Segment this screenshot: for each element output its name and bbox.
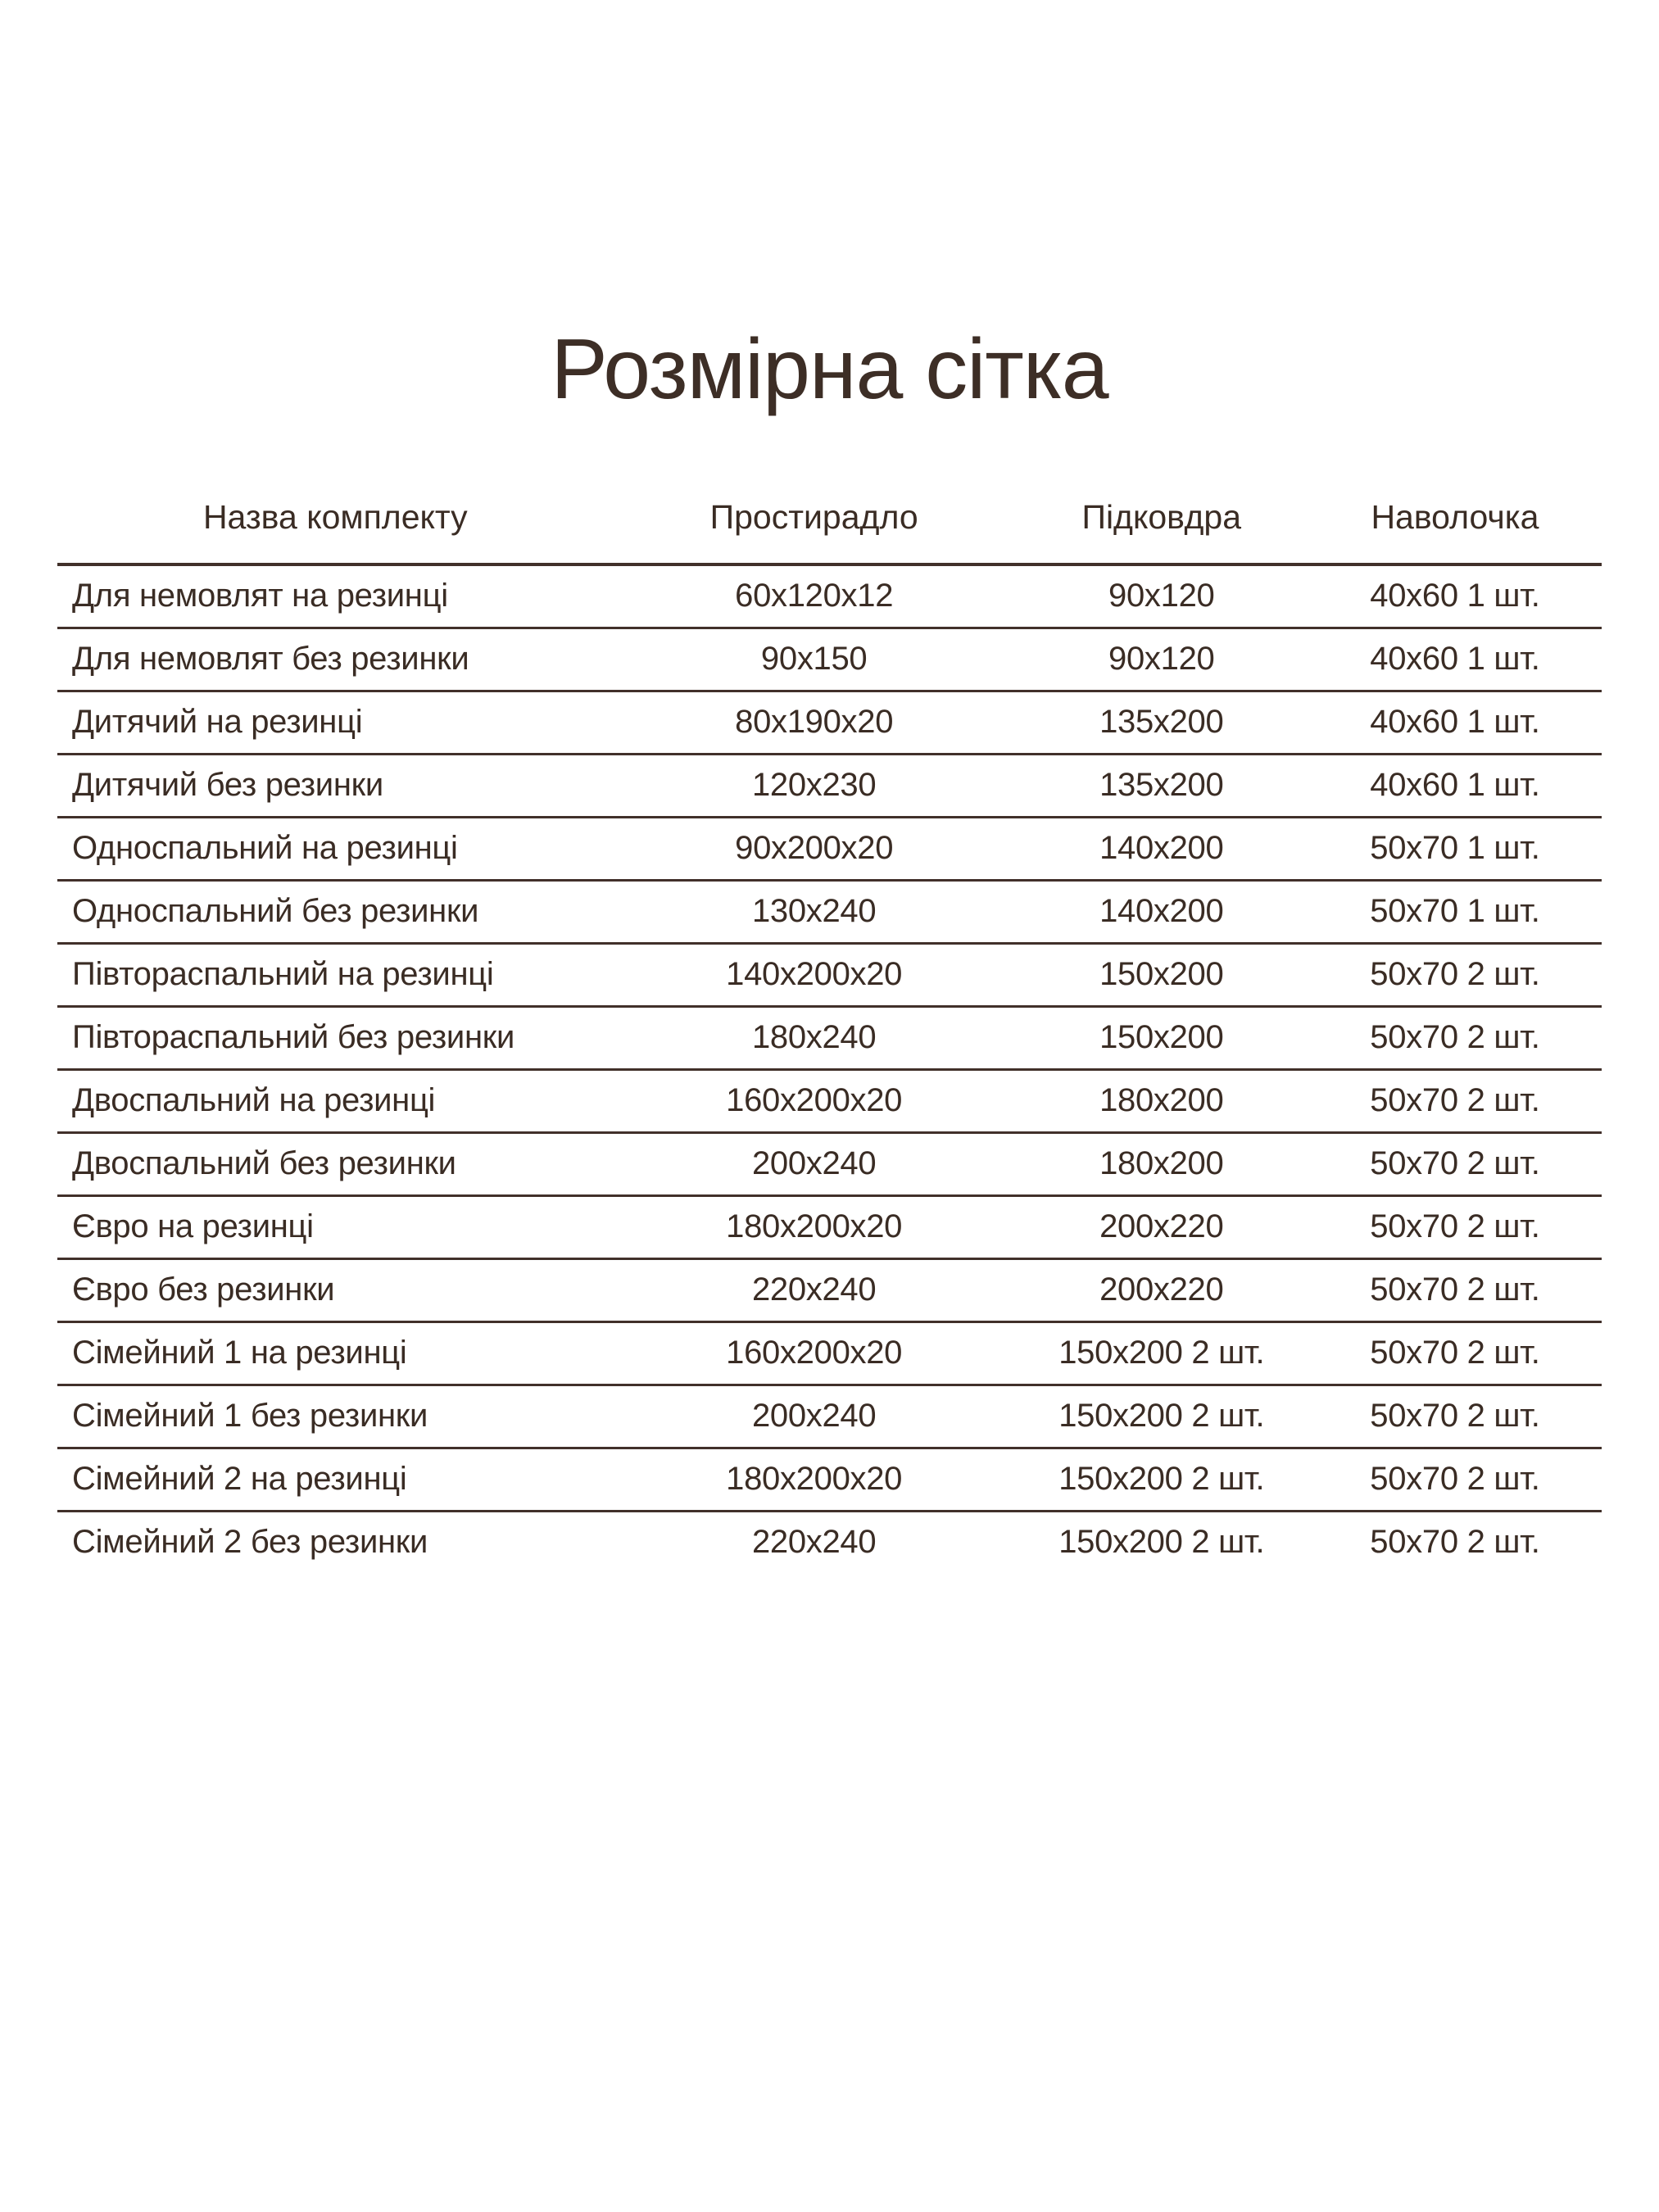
header-row — [57, 419, 1602, 564]
cell-sheet-size: 130х240 — [614, 880, 1015, 943]
table-row — [57, 1069, 1602, 1132]
cell-sheet-size: 90х200х20 — [614, 817, 1015, 880]
table-row — [57, 754, 1602, 817]
cell-set-name: Дитячий без резинки — [57, 754, 614, 817]
cell-duvet-size: 150х200 — [1015, 1006, 1308, 1069]
cell-pillowcase-size: 50х70 2 шт. — [1308, 1511, 1602, 1573]
table-row — [57, 691, 1602, 754]
cell-set-name: Сімейний 1 на резинці — [57, 1321, 614, 1385]
cell-sheet-size: 180х240 — [614, 1006, 1015, 1069]
cell-pillowcase-size: 50х70 2 шт. — [1308, 1132, 1602, 1195]
cell-duvet-size: 150х200 2 шт. — [1015, 1385, 1308, 1448]
cell-sheet-size: 160х200х20 — [614, 1321, 1015, 1385]
table-row — [57, 1132, 1602, 1195]
cell-duvet-size: 150х200 2 шт. — [1015, 1321, 1308, 1385]
cell-set-name: Євро на резинці — [57, 1195, 614, 1258]
cell-set-name: Півтораспальний без резинки — [57, 1006, 614, 1069]
table-row — [57, 628, 1602, 691]
cell-set-name: Двоспальний на резинці — [57, 1069, 614, 1132]
cell-set-name: Для немовлят без резинки — [57, 628, 614, 691]
cell-duvet-size: 150х200 2 шт. — [1015, 1511, 1308, 1573]
table-row — [57, 1511, 1602, 1573]
cell-sheet-size: 200х240 — [614, 1132, 1015, 1195]
cell-set-name: Односпальний без резинки — [57, 880, 614, 943]
cell-sheet-size: 120х230 — [614, 754, 1015, 817]
cell-pillowcase-size: 50х70 2 шт. — [1308, 1195, 1602, 1258]
cell-pillowcase-size: 50х70 2 шт. — [1308, 1069, 1602, 1132]
cell-duvet-size: 140х200 — [1015, 817, 1308, 880]
cell-duvet-size: 150х200 — [1015, 943, 1308, 1006]
page-title: Розмірна сітка — [551, 322, 1108, 417]
column-header-duvet-cover: Підковдра — [1015, 419, 1308, 564]
cell-duvet-size: 135х200 — [1015, 754, 1308, 817]
column-header-set-name: Назва комплекту — [57, 419, 614, 564]
cell-pillowcase-size: 50х70 1 шт. — [1308, 880, 1602, 943]
cell-set-name: Півтораспальний на резинці — [57, 943, 614, 1006]
cell-set-name: Односпальний на резинці — [57, 817, 614, 880]
cell-duvet-size: 200х220 — [1015, 1258, 1308, 1321]
table-row — [57, 1006, 1602, 1069]
cell-sheet-size: 60х120х12 — [735, 578, 894, 614]
cell-pillowcase-size: 50х70 1 шт. — [1308, 817, 1602, 880]
cell-set-name: Сімейний 2 на резинці — [57, 1448, 614, 1511]
table-row — [57, 1385, 1602, 1448]
size-table — [57, 419, 1602, 1573]
cell-pillowcase-size: 50х70 2 шт. — [1308, 1258, 1602, 1321]
table-row — [57, 1448, 1602, 1511]
table-row — [57, 817, 1602, 880]
size-table-header — [57, 419, 1602, 564]
cell-pillowcase-size: 50х70 2 шт. — [1308, 943, 1602, 1006]
size-table-body — [57, 564, 1602, 1573]
cell-sheet-size: 90х150 — [614, 628, 1015, 691]
table-row — [57, 1195, 1602, 1258]
cell-sheet-size: 220х240 — [614, 1258, 1015, 1321]
cell-set-name: Сімейний 1 без резинки — [57, 1385, 614, 1448]
cell-sheet-size: 180х200х20 — [614, 1448, 1015, 1511]
cell-duvet-size: 90х120 — [1108, 578, 1215, 614]
table-row — [57, 564, 1602, 628]
table-row — [57, 880, 1602, 943]
table-row — [57, 943, 1602, 1006]
cell-pillowcase-size: 50х70 2 шт. — [1308, 1448, 1602, 1511]
cell-duvet-size: 150х200 2 шт. — [1015, 1448, 1308, 1511]
cell-sheet-size: 140х200х20 — [614, 943, 1015, 1006]
cell-duvet-size: 135х200 — [1015, 691, 1308, 754]
cell-duvet-size: 180х200 — [1015, 1132, 1308, 1195]
cell-duvet-size: 200х220 — [1015, 1195, 1308, 1258]
cell-set-name: Сімейний 2 без резинки — [57, 1511, 614, 1573]
cell-sheet-size: 200х240 — [614, 1385, 1015, 1448]
cell-pillowcase-size: 40х60 1 шт. — [1308, 628, 1602, 691]
cell-pillowcase-size: 50х70 2 шт. — [1308, 1006, 1602, 1069]
cell-sheet-size: 180х200х20 — [614, 1195, 1015, 1258]
cell-sheet-size: 80х190х20 — [614, 691, 1015, 754]
cell-set-name: Дитячий на резинці — [57, 691, 614, 754]
cell-sheet-size: 220х240 — [614, 1511, 1015, 1573]
cell-pillowcase-size: 40х60 1 шт. — [1308, 691, 1602, 754]
cell-set-name: Для немовлят на резинці — [72, 578, 448, 614]
cell-set-name: Євро без резинки — [57, 1258, 614, 1321]
cell-duvet-size: 140х200 — [1015, 880, 1308, 943]
cell-pillowcase-size: 40х60 1 шт. — [1308, 754, 1602, 817]
cell-set-name: Двоспальний без резинки — [57, 1132, 614, 1195]
table-row — [57, 1258, 1602, 1321]
cell-sheet-size: 160х200х20 — [614, 1069, 1015, 1132]
table-row — [57, 1321, 1602, 1385]
cell-duvet-size: 180х200 — [1015, 1069, 1308, 1132]
cell-pillowcase-size: 50х70 2 шт. — [1308, 1321, 1602, 1385]
column-header-pillowcase: Наволочка — [1308, 419, 1602, 564]
cell-pillowcase-size: 50х70 2 шт. — [1308, 1385, 1602, 1448]
cell-duvet-size: 90х120 — [1015, 628, 1308, 691]
cell-pillowcase-size: 40х60 1 шт. — [1370, 578, 1540, 614]
column-header-sheet: Простирадло — [614, 419, 1015, 564]
